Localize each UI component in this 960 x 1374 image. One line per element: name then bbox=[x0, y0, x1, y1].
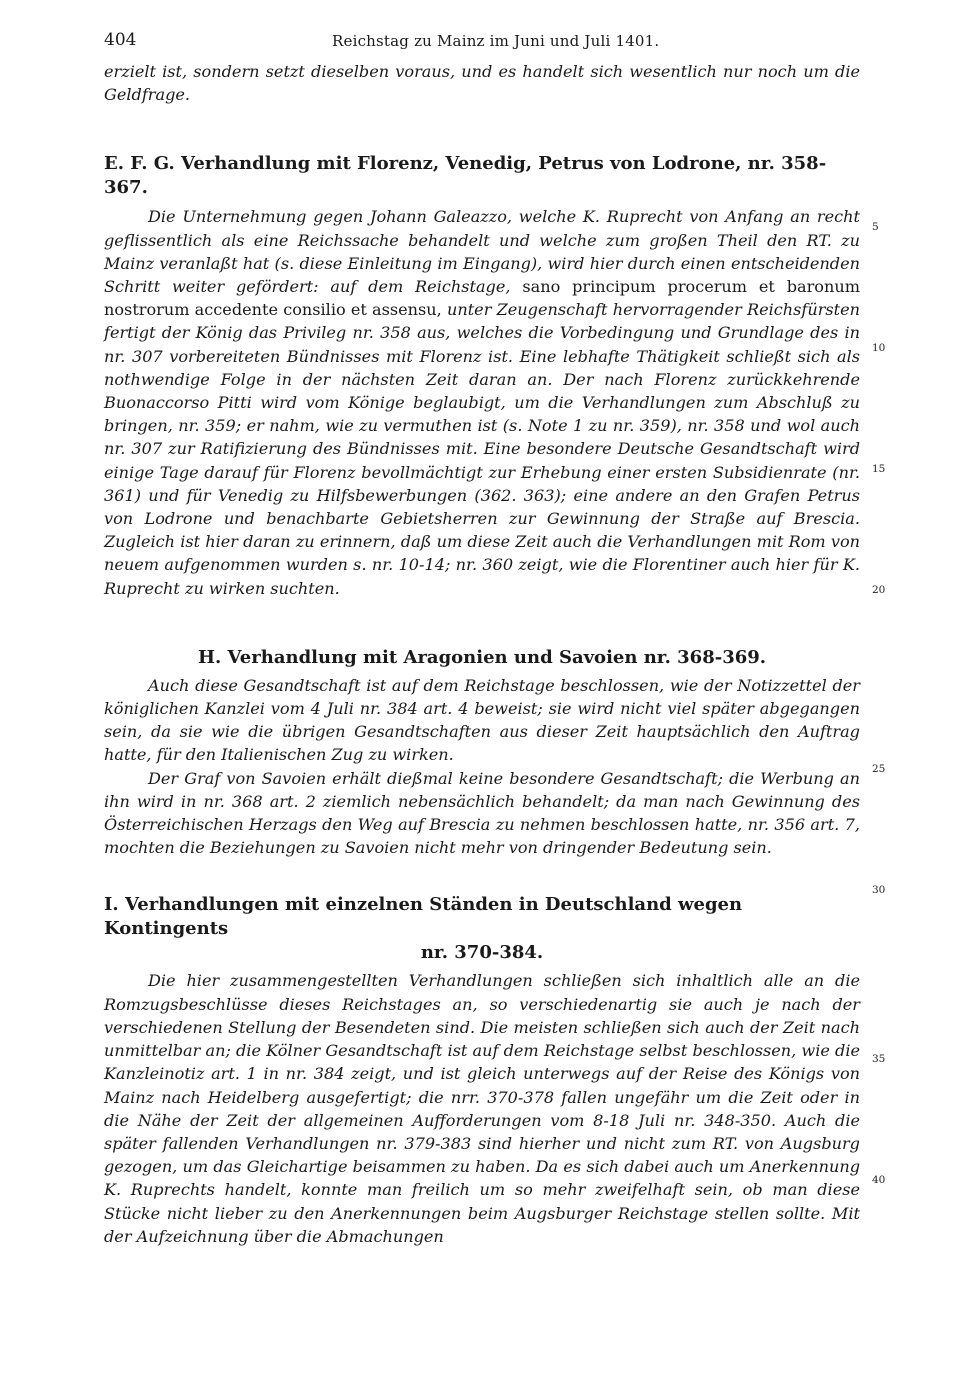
section-efg-text-a: Die Unternehmung gegen Johann Galeazzo, welche K. Ruprecht von Anfang an recht geflissentlich als eine Reichssache behandelt und welche zum großen Theil den RT. zu Mainz veranlaßt hat (s. diese Einleitung im Eingang), wird hier durch einen entscheidenden Schritt weiter gefördert: auf dem Reichstage, bbox=[104, 207, 860, 297]
running-title: Reichstag zu Mainz im Juni und Juli 1401. bbox=[332, 32, 660, 50]
page-number: 404 bbox=[104, 30, 137, 50]
line-number: 25 bbox=[872, 763, 886, 775]
section-heading-i-line-2: nr. 370-384. bbox=[420, 942, 544, 964]
line-number: 35 bbox=[872, 1053, 886, 1065]
line-number: 5 bbox=[872, 221, 879, 233]
line-number: 20 bbox=[872, 584, 886, 596]
section-efg-paragraph bbox=[104, 205, 860, 599]
line-number: 10 bbox=[872, 342, 886, 354]
section-heading-efg: E. F. G. Verhandlung mit Florenz, Venedig, Petrus von Lodrone, nr. 358-367. bbox=[104, 153, 827, 199]
section-h-paragraph-2: Der Graf von Savoien erhält dießmal keine besondere Gesandtschaft; die Werbung an ihn wird in nr. 368 art. 2 ziemlich nebensächlich behandelt; da man nach Gewinnung des Österreichischen Herzags den Weg auf Brescia zu nehmen beschlossen hatte, nr. 356 art. 7, mochten die Beziehungen zu Savoien nicht mehr von dringender Bedeutung sein. bbox=[104, 768, 860, 858]
section-heading-h: H. Verhandlung mit Aragonien und Savoien nr. 368-369. bbox=[197, 646, 767, 668]
line-number: 30 bbox=[872, 884, 886, 896]
section-efg-latin-quote: sano principum procerum et baronum nostrorum accedente consilio et assensu, bbox=[104, 277, 860, 320]
section-heading-i-line-1: I. Verhandlungen mit einzelnen Ständen in Deutschland wegen Kontingents bbox=[104, 894, 743, 940]
document-page bbox=[104, 30, 860, 1248]
line-number: 15 bbox=[872, 463, 886, 475]
intro-paragraph: erzielt ist, sondern setzt dieselben voraus, und es handelt sich wesentlich nur noch um die Geldfrage. bbox=[104, 62, 860, 105]
section-i-paragraph-1: Die hier zusammengestellten Verhandlungen schließen sich inhaltlich alle an die Romzugsbeschlüsse dieses Reichstages an, so verschiedenartig sie auch je nach der verschiedenen Stellung der Besendeten sind. Die meisten schließen sich auch der Zeit nach unmittelbar an; die Kölner Gesandtschaft ist auf dem Reichstage selbst beschlossen, wie die Kanzleinotiz art. 1 in nr. 384 zeigt, und ist gleich unterwegs auf der Reise des Königs von Mainz nach Heidelberg ausgefertigt; die nrr. 370-378 fallen ungefähr um die Zeit oder in die Nähe der Zeit der allgemeinen Aufforderungen vom 8-18 Juli nr. 348-350. Auch die später fallenden Verhandlungen nr. 379-383 sind hierher und nicht zum RT. von Augsburg gezogen, um das Gleichartige beisammen zu haben. Da es sich dabei auch um Anerkennung K. Ruprechts handelt, konnte man freilich um so mehr zweifelhaft sein, ob man diese Stücke nicht lieber zu den Anerkennungen beim Augsburger Reichstage stellen sollte. Mit der Aufzeichnung über die Abmachungen bbox=[104, 971, 860, 1246]
section-efg-text-b: unter Zeugenschaft hervorragender Reichsfürsten fertigt der König das Privileg nr. 358 aus, welches die Vorbedingung und Grundlage des in nr. 307 vorbereiteten Bündnisses mit Florenz ist. Eine lebhafte Thätigkeit schließt sich als nothwendige Folge in der nächsten Zeit daran an. Der nach Florenz zurückkehrende Buonaccorso Pitti wird vom Könige beglaubigt, um die Verhandlungen zum Abschluß zu bringen, nr. 359; er nahm, wie zu vermuthen ist (s. Note 1 zu nr. 359), nr. 358 und wol auch nr. 307 zur Ratifizierung des Bündnisses mit. Eine besondere Deutsche Gesandtschaft wird einige Tage darauf für Florenz bevollmächtigt zur Erhebung einer ersten Subsidienrate (nr. 361) und für Venedig zu Hilfsbewerbungen (362. 363); eine andere an den Grafen Petrus von Lodrone und benachbarte Gebietsherren zur Gewinnung der Straße auf Brescia. Zugleich ist hier daran zu erinnern, daß um diese Zeit auch die Verhandlungen mit Rom von neuem aufgenommen wurden s. nr. 10-14; nr. 360 zeigt, wie die Florentiner auch hier für K. Ruprecht zu wirken suchten. bbox=[104, 300, 861, 598]
line-number: 40 bbox=[872, 1174, 886, 1186]
section-h-paragraph-1: Auch diese Gesandtschaft ist auf dem Reichstage beschlossen, wie der Notizzettel der königlichen Kanzlei vom 4 Juli nr. 384 art. 4 beweist; sie wird nicht viel später abgegangen sein, da sie wie die übrigen Gesandtschaften aus dieser Zeit hauptsächlich den Auftrag hatte, für den Italienischen Zug zu wirken. bbox=[104, 675, 860, 765]
page-header bbox=[104, 30, 860, 60]
